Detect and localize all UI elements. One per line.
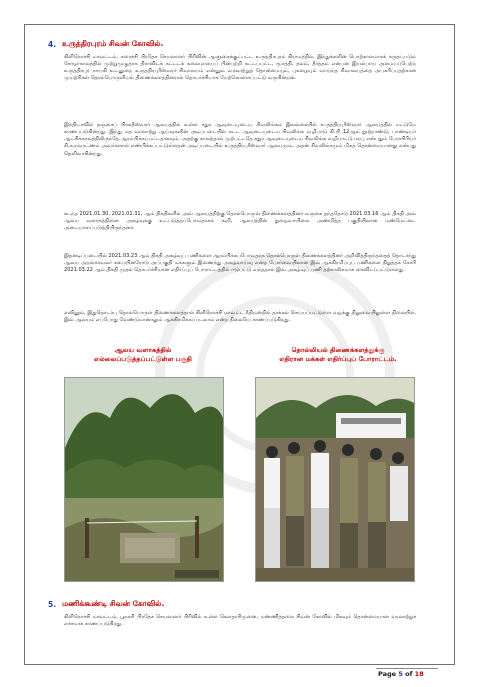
section-5-heading: [48, 599, 164, 609]
footer-rule: [376, 668, 438, 669]
of-label: of: [405, 670, 413, 678]
page-label: Page: [378, 670, 397, 678]
left-caption-line-2: எல்லைப்படுத்தப்பட்டுள்ள பகுதி: [94, 355, 192, 363]
right-caption-line-1: தொல்லியல் திணைக்களத்துக்கு: [291, 346, 385, 354]
section-4-paragraph-1: கிளிநொச்சி மாவட்டம், கரைச்சி பிரதேச செயலாளர் பிரிவின் ஆளுகைக்குட்பட்ட உருத்திரபுரம் கிராமத்தில், இந்துக்களின் பொற்காலமாகக் கருதப்படும் சோழர்காலத்தில் முற்றுமுழுதாக திராவிடக் கட்டடக் கலைமரபைப் பின்பற்றி கட்டப்பட்ட, மூர்த்தி, தலம், தீர்த்தம் என்பன இயல்பாய் அமையப்பெற்ற உருத்திரபுர நாயகி உடனுறை உருத்திரபுரீஸ்வரர் சிவாலயம் என்னும் வரலாற்றுத் தொன்மையும், புகழையும் வாய்ந்த சிவாலயத்தை அபகரிப்பதற்கான முயற்சிகள் தொல்பொருளியல் திணைக்களத்தினரால் தொடர்ச்சியாக மேற்கொள்ளப்பட்டு வருகின்றன.: [64, 54, 416, 82]
section-4-paragraph-5: எனினும், இதுதொடர்பு தொல்பொருள் திணைக்களத்தால் கிளிநொச்சி மாவட்ட நீதிமன்றில் தாக்கல் செய்யப்பட்டுள்ள வழக்கு நிலுவையிலுள்ள நிலையில், இவ் ஆலயம் எப்போது வேண்டுமானாலும் ஆக்கிரமிக்கப்படலாம் என்ற நிலையே காணப்படுகிறது.: [64, 310, 416, 324]
section-4-title: உருத்திரபுரம் சிவன் கோவில்.: [62, 39, 164, 48]
section-4-number: 4.: [48, 39, 57, 49]
total-pages: 18: [414, 670, 424, 678]
temple-grounds-photo: [64, 377, 224, 582]
section-5-title: மணிக்கூண்டி சிவன் கோவில்.: [62, 599, 165, 608]
section-4-paragraph-3: கடந்த 2021.01.30, 2021.01.31, ஆம் திகதிகளில் அவ் ஆலயத்திற்கு தொல்பொருள் திணைக்களத்தினர் வருகை தந்ததோடு 2021.03.16 ஆம் திகதி அவ் ஆலய வளாகத்தினை அகழ்வுக்கு உட்படுத்தப்போவதாகக் கூறி, ஆலயத்தின் நுழைவாயிலை அண்மித்த பகுதியிலான மண்மேட்டை அடையாளப்படுத்தியிருந்தனர்.: [64, 211, 416, 232]
section-5-paragraph-1: கிளிநொச்சி மாவட்டம், பூநகரி பிரதேச செயலாளர் பிரிவில் உள்ள கௌதாரிமுனை, மண்ணித்தலை சிவன் கோவில் மிகவும் தொன்மையான வரலாற்றுச் எச்சமாக காணப்படுகிறது.: [64, 614, 416, 628]
section-4-heading: [48, 39, 163, 49]
right-photo-caption: [243, 346, 433, 364]
section-5-number: 5.: [48, 599, 57, 609]
page-number: 5: [398, 670, 403, 678]
protest-photo: [255, 377, 415, 582]
page-footer: [378, 670, 424, 678]
left-caption-line-1: ஆலய வளாகத்தில்: [114, 346, 172, 354]
section-4-paragraph-4: இதனடிப்படையில் 2021.03.23 ஆம் திகதி அகழ்வுப் பணிகளை ஆரம்பிக்கப்போவதாக தொல்பொருள் திணைக்களத்தினர் அறிவித்திருந்ததைத் தொடர்ந்து ஆலய அறங்காவலர் சபையினரோடு அப்பகுதி மக்களும் இணைந்து அகழ்வாய்வு என்ற போர்வையிலான இவ் ஆக்கிரமிப்புப் பணிகளை நிறுத்தக் கோரி 2021.03.22 ஆம் திகதி முதல் தொடர்ச்சியான எதிர்ப்புப் போராட்டத்தில் ஈடுபட்டு வந்ததால் இவ் அகழ்வுப் பணி தற்காலிகமாக கைவிடப்பட்டுள்ளது.: [64, 253, 416, 274]
left-photo-caption: [48, 346, 238, 364]
right-caption-line-2: எதிரான மக்கள் எதிர்ப்புப் போராட்டம்.: [279, 355, 397, 363]
section-4-paragraph-2: இந்தியாவில் தஞ்சைப் பிரகதீஸ்வரர் ஆலயத்தில் உள்ள சதுர ஆவுடையுடைய சிவலிங்கம் இலங்கையில் உருத்திரபுரீஸ்வரர் ஆலயத்தில் மட்டுமே காணப்படுகின்றது. இந்து மத வரலாற்று ஆய்வுகளின் அடிப்படையில் கட்ட ஆவுடையுடைய சிவலிங்க வழிபாடு கி.பி 12ஆம் நூற்றாண்டு, பாண்டியர் ஆட்சிக்காலத்திலிருந்தே ஆரம்பிக்கப்பட்டதாகவும், அதற்கு காலத்தால் முற்பட்டதே சதுர ஆவுடையுடைய சிவலிங்க வழிபாட்டு மரபு என்பதும் பேராசிரியர் சி.க.நவரட்ணம் அவர்களால் எண்பிக்கப்பட்டுள்ளதன் அடிப்படையில் உருத்திரபுரீஸ்வரர் ஆலயமும், அதன் சிவலிங்கமும் மிகத் தொன்மையானது என்பது தெளிவாகின்றது.: [64, 122, 416, 157]
